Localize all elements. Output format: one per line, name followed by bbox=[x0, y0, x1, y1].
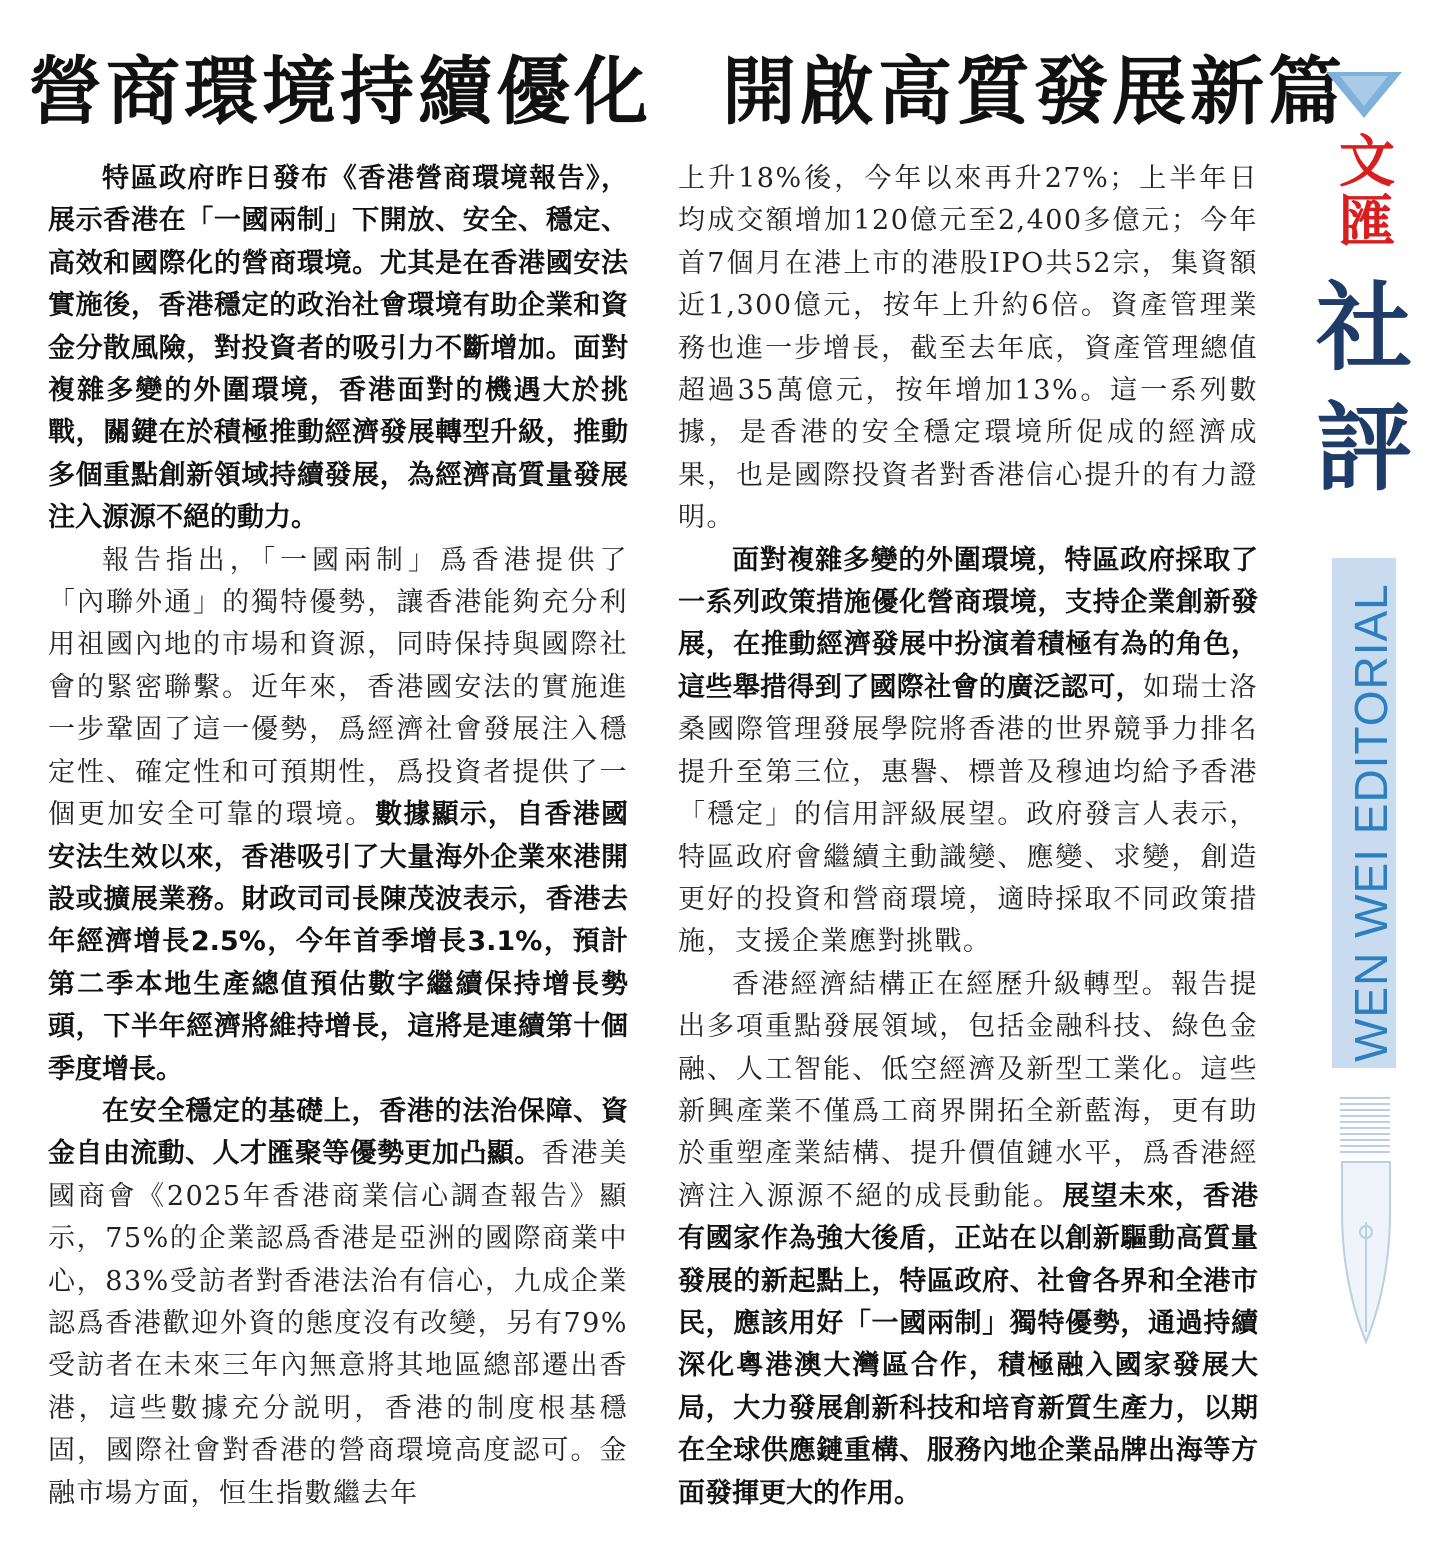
brand-char-1: 文 bbox=[1339, 129, 1395, 195]
paragraph-bold-text: 數據顯示，自香港國安法生效以來，香港吸引了大量海外企業來港開設或擴展業務。財政司司長陳茂波表示，香港去年經濟增長2.5%，今年首季增長3.1%，預計第二季本地生產總值預估數字繼續保持增長勢頭，下半年經濟將維持增長，這將是連續第十個季度增長。 bbox=[48, 799, 629, 1085]
brand-logo bbox=[1322, 129, 1412, 255]
paragraph-bold-text: 面對複雜多變的外圍環境，特區政府採取了一系列政策措施優化營商環境，支持企業創新發展，在推動經濟發展中扮演着積極有為的角色，這些舉措得到了國際社會的廣泛認可， bbox=[678, 544, 1258, 703]
section-char-1: 社 bbox=[1316, 271, 1412, 384]
headline bbox=[28, 42, 1346, 142]
paragraph-regular-text: 上升18%後，今年以來再升27%；上半年日均成交額增加120億元至2,400多億元；今年首7個月在港上市的港股IPO共52宗，集資額近1,300億元，按年上升約6倍。資產管理業務也進一步增長，截至去年底，資產管理總值超過35萬億元，按年增加13%。這一系列數據，是香港的安全穩定環境所促成的經濟成果，也是國際投資者對香港信心提升的有力證明。 bbox=[678, 163, 1258, 534]
paragraph bbox=[48, 540, 628, 1091]
headline-part-2: 開啟高質發展新篇 bbox=[722, 49, 1346, 135]
headline-part-1: 營商環境持續優化 bbox=[28, 49, 652, 135]
paragraph bbox=[678, 964, 1258, 1515]
article-column-left bbox=[48, 158, 628, 1515]
paragraph-regular-text: 如瑞士洛桑國際管理發展學院將香港的世界競爭力排名提升至第三位，惠譽、標普及穆迪均給予香港「穩定」的信用評級展望。政府發言人表示，特區政府會繼續主動識變、應變、求變，創造更好的投資和營商環境，適時採取不同政策措施，支援企業應對挑戰。 bbox=[678, 671, 1259, 958]
english-section-title: WEN WEI EDITORIAL bbox=[1345, 583, 1397, 1062]
paragraph bbox=[48, 158, 628, 540]
section-char-2: 評 bbox=[1316, 391, 1412, 504]
fountain-pen-icon bbox=[1336, 1092, 1396, 1472]
paragraph-regular-text: 香港經濟結構正在經歷升級轉型。報告提出多項重點發展領域，包括金融科技、綠色金融、人工智能、低空經濟及新型工業化。這些新興產業不僅爲工商界開拓全新藍海，更有助於重塑產業結構、提升價值鏈水平，爲香港經濟注入源源不絕的成長動能。 bbox=[678, 968, 1258, 1212]
triangle-inner-icon bbox=[1340, 76, 1388, 106]
paragraph bbox=[678, 540, 1258, 964]
paragraph-bold-text: 展望未來，香港有國家作為強大後盾，正站在以創新驅動高質量發展的新起點上，特區政府、社會各界和全港市民，應該用好「一國兩制」獨特優勢，通過持續深化粵港澳大灣區合作，積極融入國家發展大局，大力發展創新科技和培育新質生產力，以期在全球供應鏈重構、服務內地企業品牌出海等方面發揮更大的作用。 bbox=[678, 1180, 1259, 1509]
paragraph-bold-text: 特區政府昨日發布《香港營商環境報告》，展示香港在「一國兩制」下開放、安全、穩定、高效和國際化的營商環境。尤其是在香港國安法實施後，香港穩定的政治社會環境有助企業和資金分散風險，對投資者的吸引力不斷增加。面對複雜多變的外圍環境，香港面對的機遇大於挑戰，關鍵在於積極推動經濟發展轉型升級，推動多個重點創新領域持續發展，為經濟高質量發展注入源源不絕的動力。 bbox=[48, 163, 628, 534]
editorial-masthead bbox=[1310, 72, 1420, 1492]
paragraph bbox=[48, 1091, 628, 1515]
article-column-right bbox=[678, 158, 1258, 1515]
paragraph-bold-text: 在安全穩定的基礎上，香港的法治保障、資金自由流動、人才匯聚等優勢更加凸顯。 bbox=[48, 1095, 628, 1170]
paragraph-regular-text: 香港美國商會《2025年香港商業信心調查報告》顯示，75%的企業認爲香港是亞洲的國際商業中心，83%受訪者對香港法治有信心，九成企業認爲香港歡迎外資的態度沒有改變，另有79%受訪者在未來三年內無意將其地區總部遷出香港，這些數據充分説明，香港的制度根基穩固，國際社會對香港的營商環境高度認可。金融市場方面，恒生指數繼去年 bbox=[48, 1138, 629, 1509]
section-title bbox=[1314, 268, 1414, 508]
paragraph-continued bbox=[678, 158, 1258, 540]
paragraph-regular-text: 報告指出，「一國兩制」爲香港提供了「內聯外通」的獨特優勢，讓香港能夠充分利用祖國內地的市場和資源，同時保持與國際社會的緊密聯繫。近年來，香港國安法的實施進一步鞏固了這一優勢，爲經濟社會發展注入穩定性、確定性和可預期性，爲投資者提供了一個更加安全可靠的環境。 bbox=[48, 544, 628, 831]
brand-char-2: 匯 bbox=[1339, 189, 1395, 255]
